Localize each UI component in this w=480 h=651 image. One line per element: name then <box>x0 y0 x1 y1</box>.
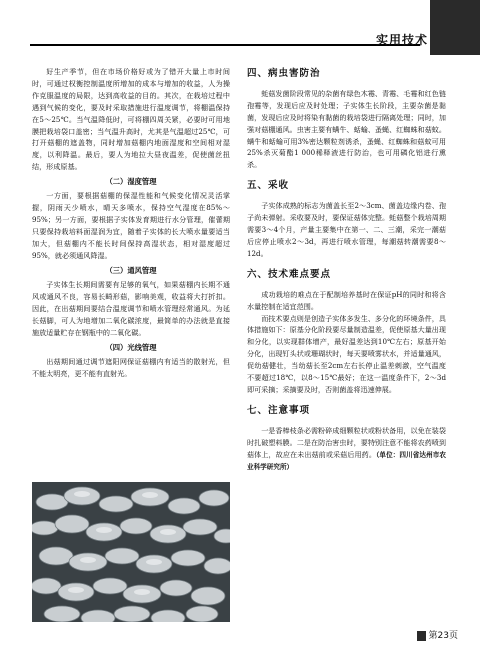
section-harvest-title: 五、采收 <box>247 180 290 192</box>
section-pest-control-title: 四、病虫害防治 <box>247 68 321 79</box>
intro-paragraph: 好生产季节，但在市场价格好或为了错开大量上市时间时，可通过权衡控制温度所增加的成本与增加的收益，人为操作克服温度的局限，达到高收益的目的。其次，在栽培过程中遇到气候的变化，要及时采取措施进行温度调节，将棚温保持在5～25℃。当气温降低时，可将棚四周关紧，必要时可用地膜把栽培袋口盖密；当气温升高时，尤其是气温超过25℃，可打开菇棚的遮盖物，同时增加菇棚内地面湿度和空间相对湿度，以利降温。最后，要人为地拉大昼夜温差，促使菌丝扭结，形成原基。 <box>32 67 230 172</box>
key-points-paragraph-1: 成功栽培的难点在于配制培养基时在保证pH的同时和将含水量控制在适宜范围。 <box>247 289 446 311</box>
light-paragraph: 出菇期间通过调节遮阳网保证菇棚内有适当的散射光，但不能太明亮，更不能有直射光。 <box>32 356 230 378</box>
subhead-ventilation: （三）通风管理 <box>105 265 157 275</box>
ventilation-paragraph: 子实体生长期间需要有足够的氧气，如果菇棚内长期不通风或通风不良，容易长畸形菇，影响美观，收益将大打折扣。因此，在出菇期间要结合温度调节和喷水管理经常通风。为延长菇脚，可人为地增加二氧化碳浓度，最简单的办法就是直接施放适量贮存在钢瓶中的二氧化碳。 <box>32 280 230 337</box>
section-notes-title: 七、注意事项 <box>247 404 311 416</box>
subhead-humidity: （二）湿度管理 <box>105 177 157 187</box>
header-rule <box>30 44 420 46</box>
subhead-light: （四）光线管理 <box>105 342 157 352</box>
mushroom-photo <box>32 482 230 622</box>
header-accent-bar <box>430 0 480 55</box>
left-column <box>32 66 230 380</box>
right-column <box>247 66 446 473</box>
section-key-points-title: 六、技术难点要点 <box>247 268 332 280</box>
page-number-text: 第23页 <box>428 631 458 641</box>
notes-paragraph <box>247 425 446 473</box>
page-number-bar <box>417 631 426 641</box>
author-affiliation: （单位：四川省达州市农业科学研究所） <box>247 450 447 471</box>
page-number <box>417 628 458 641</box>
mushroom-cluster-image <box>32 482 230 622</box>
key-points-paragraph-2: 而技术要点则是创造子实体多发生、多分化的环境条件，具体措施如下：原基分化阶段要尽量制造温差，促使原基大量出现和分化，以实现群体增产，最好温差达到10℃左右；原基开始分化，出现钉头状或珊瑚状时，每天要喷雾状水，并适量通风，促幼菇健壮，当幼菇长至2cm左右长停止温差刺激，空气温度不要超过18℃，以8～15℃最好；在这一温度条件下，2～3d即可采摘；采摘要及时，否则菌盖将迅速伸展。 <box>247 313 446 394</box>
harvest-paragraph: 子实体成熟的标志为菌盖长至2～3cm、菌盖边缘内卷、孢子尚未弹射。采收要及时，要保证菇体完整。蚝菇整个栽培周期需要3～4个月，产量主要集中在第一、二、三潮，采完一潮菇后应停止喷水2～3d，再进行喷水管理，每潮菇转潮需要8～12d。 <box>247 201 446 258</box>
humidity-paragraph: 一方面，要根据菇棚的保湿性能和气候变化情况灵活掌握，阴雨天少喷水，晴天多喷水，保持空气湿度在85%～95%；另一方面，要根据子实体发育期进行水分管理，催蕾期只要保持栽培料面湿润为宜，随着子实体的长大喷水量要适当加大，但菇棚内不能长时间保持高湿状态，相对湿度超过95%，就必须通风降湿。 <box>32 191 230 260</box>
header-title: 实用技术 <box>375 33 428 47</box>
notes-text: 一是香棒枝条必需粉碎成细颗粒状或粉状备用，以免在装袋时扎破塑料膜。二是在防治害虫时，要特别注意不能将农药喷到菇体上，故应在未出菇前或采菇后用药。 <box>247 425 446 459</box>
pest-control-paragraph: 蚝菇发菌阶段常见的杂菌有绿色木霉、青霉、毛霉和红色链孢霉等，发现后应及时处理；子实体生长阶段，主要杂菌是黏菌，发现后应及时将染有黏菌的栽培袋进行隔离处理；同时，加强对菇棚通风。虫害主要有螨牛、蛞蝓、蚤蝇、红蜘蛛和菇蚊。螨牛和蛞蝓可用3%密达颗粒剂诱杀，蚤蝇、红蜘蛛和菇蚊可用25%杀灭菊酯1 000稀释液进行防治，也可用磷化铝进行熏杀。 <box>247 88 446 170</box>
